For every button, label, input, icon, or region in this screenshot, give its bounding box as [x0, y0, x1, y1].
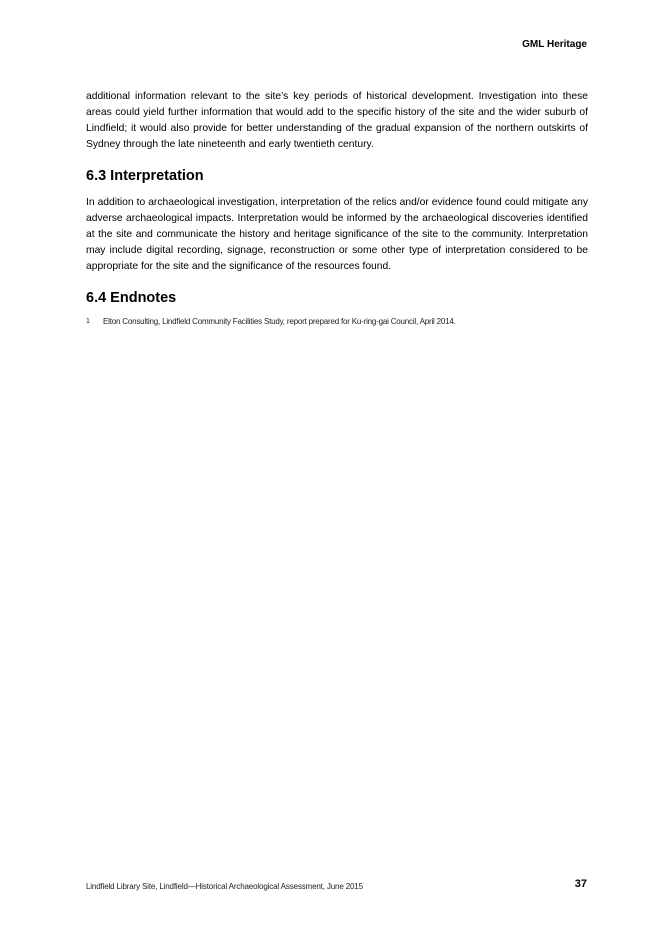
footer-document-title: Lindfield Library Site, Lindfield—Historical Archaeological Assessment, June 2015 — [86, 882, 363, 891]
interpretation-paragraph: In addition to archaeological investigation, interpretation of the relics and/or evidence found could mitigate any adverse archaeological impacts. Interpretation would be informed by the archaeological discoveries identified at the site and communicate the history and heritage significance of the site to the community. Interpretation may include digital recording, signage, reconstruction or some other type of interpretation considered to be appropriate for the site and the significance of the resources found. — [86, 197, 588, 272]
header-brand: GML Heritage — [522, 39, 587, 50]
page-number: 37 — [574, 878, 587, 890]
endnote-item — [86, 316, 588, 327]
endnote-number: 1 — [86, 318, 90, 325]
section-heading-interpretation: 6.3 Interpretation — [86, 168, 204, 184]
section-heading-endnotes: 6.4 Endnotes — [86, 290, 177, 306]
intro-paragraph: additional information relevant to the site’s key periods of historical development. Investigation into these areas could yield further information that would add to the specific history of the site and the wider suburb of Lindfield; it would also provide for better understanding of the gradual expansion of the northern outskirts of Sydney through the late nineteenth and early twentieth century. — [86, 91, 588, 150]
endnote-text: Elton Consulting, Lindfield Community Facilities Study, report prepared for Ku-ring-gai Council, April 2014. — [103, 317, 456, 326]
page-content — [86, 89, 588, 327]
